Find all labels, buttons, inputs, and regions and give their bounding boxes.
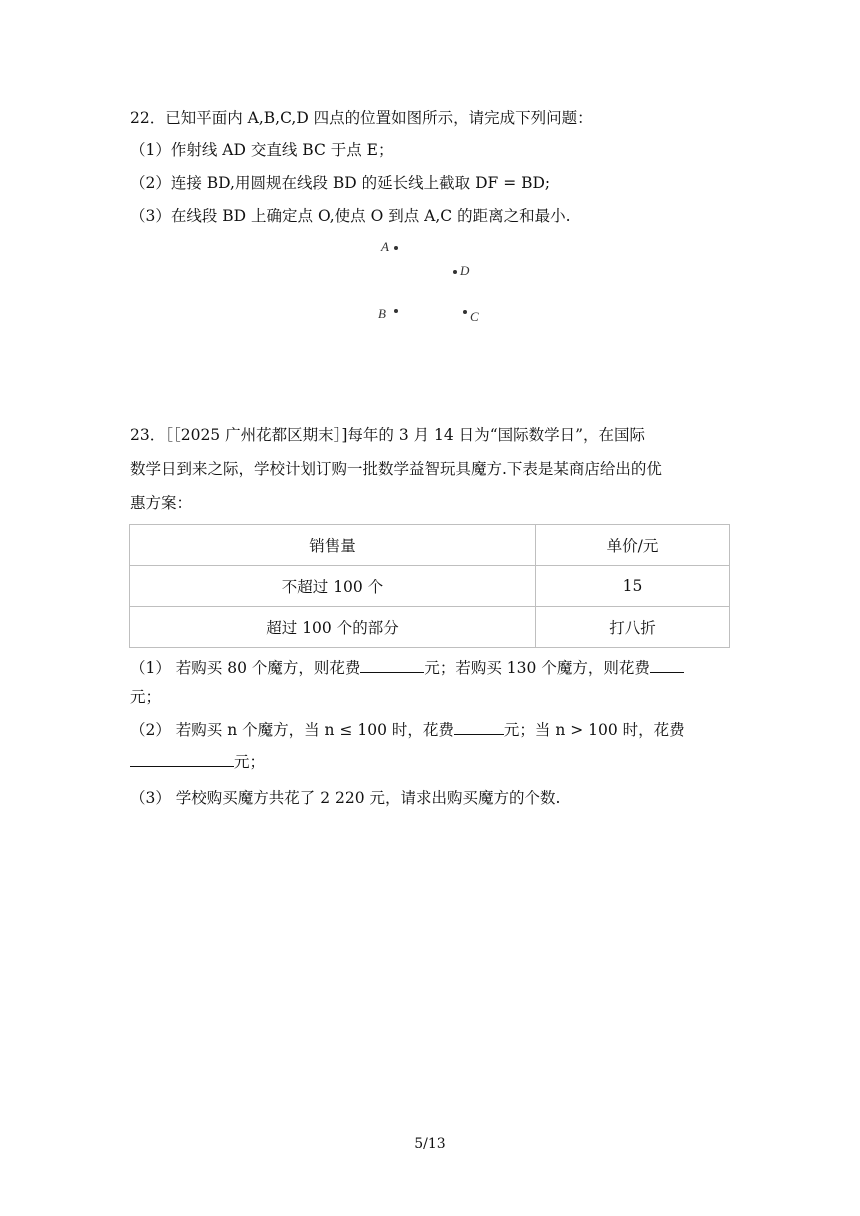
table-header-row [130, 525, 730, 566]
table-row [130, 566, 730, 607]
q23-line1: 23．［［2025 广州花都区期末］]每年的 3 月 14 日为“国际数学日”，在国际 [130, 426, 646, 444]
point-b-dot [394, 309, 398, 313]
point-c-dot [463, 310, 467, 314]
q22-title: 22．已知平面内 A,B,C,D 四点的位置如图所示，请完成下列问题： [130, 109, 593, 127]
header-unit-price: 单价/元 [536, 525, 730, 566]
q23-sub2-text-a: （2） 若购买 n 个魔方，当 n ≤ 100 时，花费 [130, 721, 454, 739]
q23-sub2-text-b: 元；当 n > 100 时，花费 [503, 721, 685, 739]
answer-blank-3[interactable] [454, 718, 504, 735]
cell-price: 15 [536, 566, 730, 607]
q22-part2: （2）连接 BD,用圆规在线段 BD 的延长线上截取 DF = BD; [130, 174, 551, 192]
q23-sub2 [130, 718, 685, 741]
discount-table [129, 524, 730, 648]
answer-blank-4[interactable] [130, 750, 234, 767]
cell-price: 打八折 [536, 607, 730, 648]
header-quantity: 销售量 [130, 525, 536, 566]
point-d-label: D [460, 263, 470, 278]
q22-points-figure [360, 232, 500, 332]
q23-sub1-text-b: 元；若购买 130 个魔方，则花费 [424, 659, 650, 677]
q23-sub2-cont [130, 750, 265, 773]
q23-sub1-cont: 元； [130, 688, 162, 706]
point-b-label: B [378, 306, 386, 321]
point-a-label: A [381, 239, 389, 254]
page-number: 5/13 [414, 1136, 446, 1152]
cell-quantity: 超过 100 个的部分 [130, 607, 536, 648]
q23-sub2-text-c: 元； [234, 753, 266, 771]
q23-sub3: （3） 学校购买魔方共花了 2 220 元，请求出购买魔方的个数. [130, 789, 561, 807]
q22-part1: （1）作射线 AD 交直线 BC 于点 E； [130, 141, 394, 159]
q23-line2: 数学日到来之际，学校计划订购一批数学益智玩具魔方.下表是某商店给出的优 [130, 460, 662, 478]
point-a-dot [394, 246, 398, 250]
table-row [130, 607, 730, 648]
point-d-dot [453, 270, 457, 274]
q23-sub1 [130, 656, 684, 679]
cell-quantity: 不超过 100 个 [130, 566, 536, 607]
q23-line3: 惠方案： [130, 494, 193, 512]
answer-blank-1[interactable] [360, 656, 424, 673]
answer-blank-2[interactable] [650, 656, 684, 673]
q22-part3: （3）在线段 BD 上确定点 O,使点 O 到点 A,C 的距离之和最小. [130, 207, 571, 225]
q23-sub1-text-a: （1） 若购买 80 个魔方，则花费 [130, 659, 361, 677]
point-c-label: C [470, 309, 479, 324]
